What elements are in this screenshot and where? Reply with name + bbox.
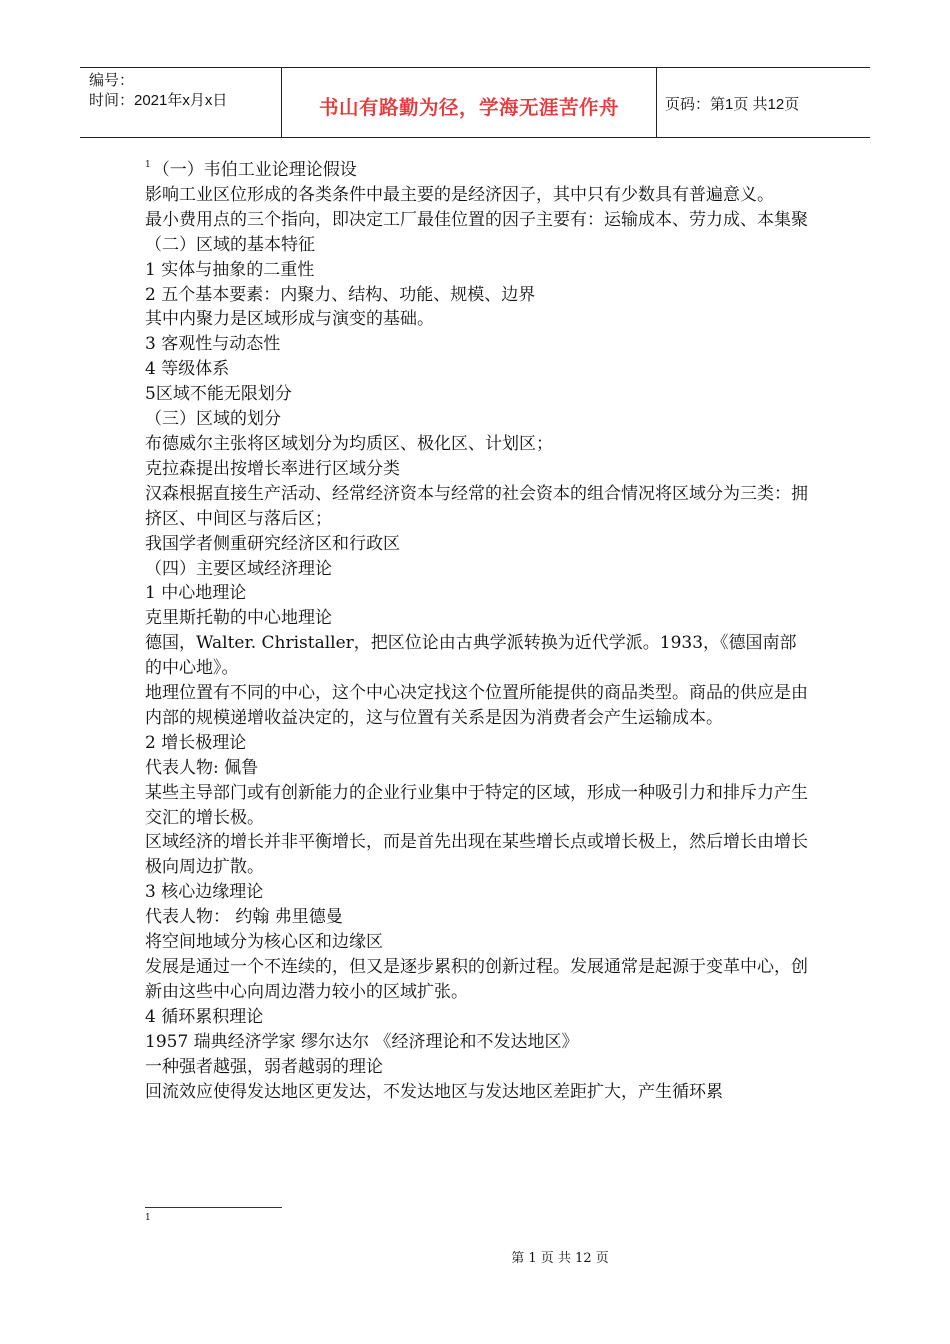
header-motto-cell xyxy=(282,68,657,137)
paragraph: 1 实体与抽象的二重性 xyxy=(145,259,315,280)
motto: 书山有路勤为径，学海无涯苦作舟 xyxy=(318,95,619,119)
section-heading: （三）区域的划分 xyxy=(145,409,281,430)
paragraph: 地理位置有不同的中心，这个中心决定找这个位置所能提供的商品类型。商品的供应是由内部的规模递增收益决定的，这与位置有关系是因为消费者会产生运输成本。 xyxy=(145,683,808,728)
paragraph: 5区域不能无限划分 xyxy=(145,384,292,405)
paragraph: 4 循环累积理论 xyxy=(145,1006,264,1027)
paragraph: 汉森根据直接生产活动、经常经济资本与经常的社会资本的组合情况将区域分为三类：拥挤区、中间区与落后区； xyxy=(145,483,808,529)
section-heading: （一）韦伯工业论理论假设 xyxy=(152,160,357,180)
paragraph: 代表人物: 佩鲁 xyxy=(145,757,259,778)
paragraph: 我国学者侧重研究经济区和行政区 xyxy=(145,533,400,554)
paragraph: 克里斯托勒的中心地理论 xyxy=(145,608,332,629)
header-page-cell xyxy=(657,68,870,137)
paragraph: 回流效应使得发达地区更发达，不发达地区与发达地区差距扩大，产生循环累 xyxy=(145,1081,723,1102)
paragraph xyxy=(145,158,810,183)
section-heading: （二）区域的基本特征 xyxy=(145,234,315,255)
paragraph: 将空间地域分为核心区和边缘区 xyxy=(145,932,383,953)
footnote-divider xyxy=(145,1207,282,1208)
paragraph: 发展是通过一个不连续的，但又是逐步累积的创新过程。发展通常是起源于变革中心，创新由这些中心向周边潜力较小的区域扩张。 xyxy=(145,957,808,1002)
paragraph: 某些主导部门或有创新能力的企业行业集中于特定的区域，形成一种吸引力和排斥力产生交汇的增长极。 xyxy=(145,782,808,828)
paragraph: 1957 瑞典经济学家 缪尔达尔 《经济理论和不发达地区》 xyxy=(145,1031,579,1052)
paragraph: 克拉森提出按增长率进行区域分类 xyxy=(145,458,400,479)
paragraph: 其中内聚力是区域形成与演变的基础。 xyxy=(145,309,434,330)
doc-number-label: 编号： xyxy=(89,72,135,89)
footnote-ref: 1 xyxy=(145,160,151,170)
section-heading: （四）主要区域经济理论 xyxy=(145,558,332,579)
page-header xyxy=(80,67,870,138)
footnote-text: 1 xyxy=(145,1213,151,1223)
paragraph: 2 增长极理论 xyxy=(145,732,247,753)
paragraph: 最小费用点的三个指向，即决定工厂最佳位置的因子主要有：运输成本、劳力成、本集聚 xyxy=(145,209,808,230)
page-footer: 第 1 页 共 12 页 xyxy=(511,1251,609,1266)
page-info: 页码：第1页 共12页 xyxy=(665,96,800,113)
paragraph: 影响工业区位形成的各类条件中最主要的是经济因子，其中只有少数具有普遍意义。 xyxy=(145,184,774,205)
paragraph: 3 核心边缘理论 xyxy=(145,882,264,903)
paragraph: 2 五个基本要素：内聚力、结构、功能、规模、边界 xyxy=(145,284,536,305)
body-text xyxy=(145,158,810,1104)
paragraph: 3 客观性与动态性 xyxy=(145,334,281,355)
paragraph: 一种强者越强，弱者越弱的理论 xyxy=(145,1056,383,1077)
paragraph: 德国，Walter. Christaller，把区位论由古典学派转换为近代学派。1933，《德国南部的中心地》。 xyxy=(145,633,797,679)
paragraph: 区域经济的增长并非平衡增长，而是首先出现在某些增长点或增长极上，然后增长由增长极向周边扩散。 xyxy=(145,832,808,878)
paragraph: 4 等级体系 xyxy=(145,359,230,380)
header-meta xyxy=(80,68,282,137)
paragraph: 代表人物： 约翰 弗里德曼 xyxy=(145,907,343,928)
paragraph: 布德威尔主张将区域划分为均质区、极化区、计划区； xyxy=(145,433,553,454)
doc-date-label: 时间：2021年x月x日 xyxy=(89,92,228,109)
paragraph: 1 中心地理论 xyxy=(145,583,247,604)
